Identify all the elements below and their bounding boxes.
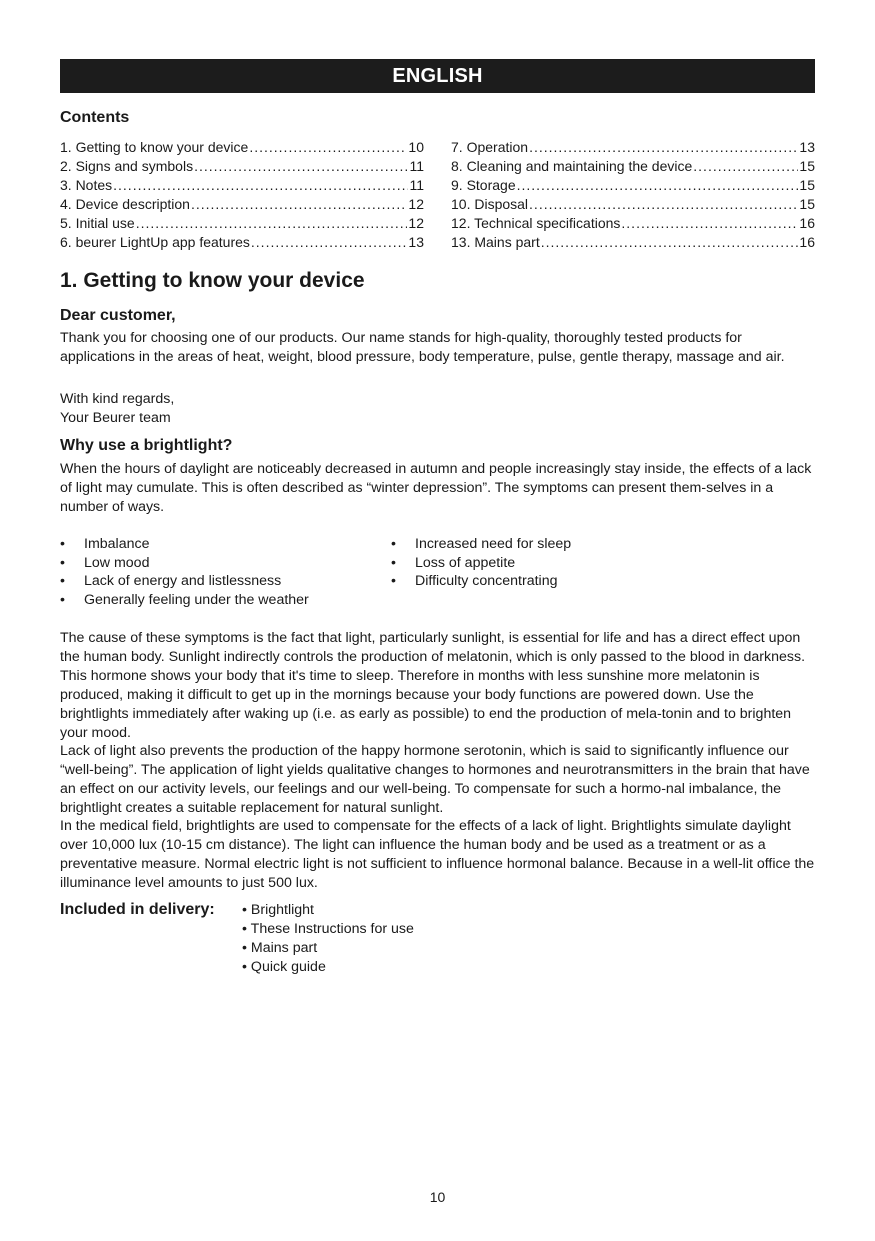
why-heading: Why use a brightlight? [60,437,233,454]
list-item: • Difficulty concentrating [391,573,558,590]
cause-paragraph-3: In the medical field, brightlights are used to compensate for the effects of a lack of light. Brightlights simulate daylight over 10,000 lux (10-15 cm distance). The light can influence the human body and be used as a treatment or as a preventative measure. Normal electric light is not sufficient to influence hormonal balance. Because in a well-lit office the illuminance level amounts to just 500 lux. [60,818,815,891]
list-item: • Generally feeling under the weather [60,592,309,609]
list-item: • Lack of energy and listlessness [60,573,282,590]
toc-item: 2. Signs and symbols ..... 11 [60,157,424,176]
list-item: • Imbalance [60,536,150,552]
regards-line: With kind regards, [60,391,175,407]
list-item: • Mains part [242,940,318,956]
symptom-list-left [60,535,309,610]
toc-item: 3. Notes ..... 11 [60,176,424,195]
included-label: Included in delivery: [60,901,215,918]
language-banner: ENGLISH [60,59,815,93]
symptom-list-right [391,535,571,591]
list-item: • These Instructions for use [242,921,414,937]
list-item: • Brightlight [242,902,314,918]
cause-paragraph-2: Lack of light also prevents the production of the happy hormone serotonin, which is said to significantly influence our “well-being”. The application of light yields qualitative changes to hormones and neurotransmitters in the brain that have an effect on our activity levels, our feelings and our well-being. To compensate for such a hormo-nal imbalance, the brightlight creates a suitable replacement for natural sunlight. [60,743,810,816]
cause-paragraph-1: The cause of these symptoms is the fact that light, particularly sunlight, is essential for life and has a direct effect upon the human body. Sunlight indirectly controls the production of melatonin, which is only passed to the blood in darkness. This hormone shows your body that it's time to sleep. Therefore in months with less sunshine more melatonin is produced, making it difficult to get up in the mornings because your body functions are powered down. Use the brightlights immediately after waking up (i.e. as early as possible) to end the production of mela-tonin and to brighten your mood. [60,630,806,741]
list-item: • Low mood [60,554,150,571]
toc-item: 13. Mains part ..... 16 [451,233,815,252]
contents-title: Contents [60,109,130,126]
list-item: • Increased need for sleep [391,536,572,552]
included-list [242,901,414,977]
section-title: 1. Getting to know your device [60,269,365,292]
list-item: • Loss of appetite [391,554,516,571]
toc-item: 9. Storage ..... 15 [451,176,815,195]
toc-item: 7. Operation ..... 13 [451,138,815,157]
toc-item: 12. Technical specifications ..... 16 [451,214,815,233]
toc-item: 10. Disposal ..... 15 [451,195,815,214]
toc-item: 5. Initial use ..... 12 [60,214,424,233]
toc-left-column [60,138,424,252]
intro-paragraph: Thank you for choosing one of our products. Our name stands for high-quality, thoroughly tested products for applications in the areas of heat, weight, blood pressure, body temperature, pulse, gentle therapy, massage and air. [60,330,785,365]
toc-item: 8. Cleaning and maintaining the device ..... 15 [451,157,815,176]
toc-right-column [451,138,815,252]
toc-item: 6. beurer LightUp app features ..... 13 [60,233,424,252]
greeting-heading: Dear customer, [60,307,176,324]
list-item: • Quick guide [242,959,326,975]
toc-item: 4. Device description ..... 12 [60,195,424,214]
why-paragraph: When the hours of daylight are noticeably decreased in autumn and people increasingly stay inside, the effects of a lack of light may cumulate. This is often described as “winter depression”. The symptoms can present them-selves in a number of ways. [60,461,812,515]
page-number: 10 [429,1189,446,1205]
signature-line: Your Beurer team [60,410,171,426]
toc-item: 1. Getting to know your device ..... 10 [60,138,424,157]
